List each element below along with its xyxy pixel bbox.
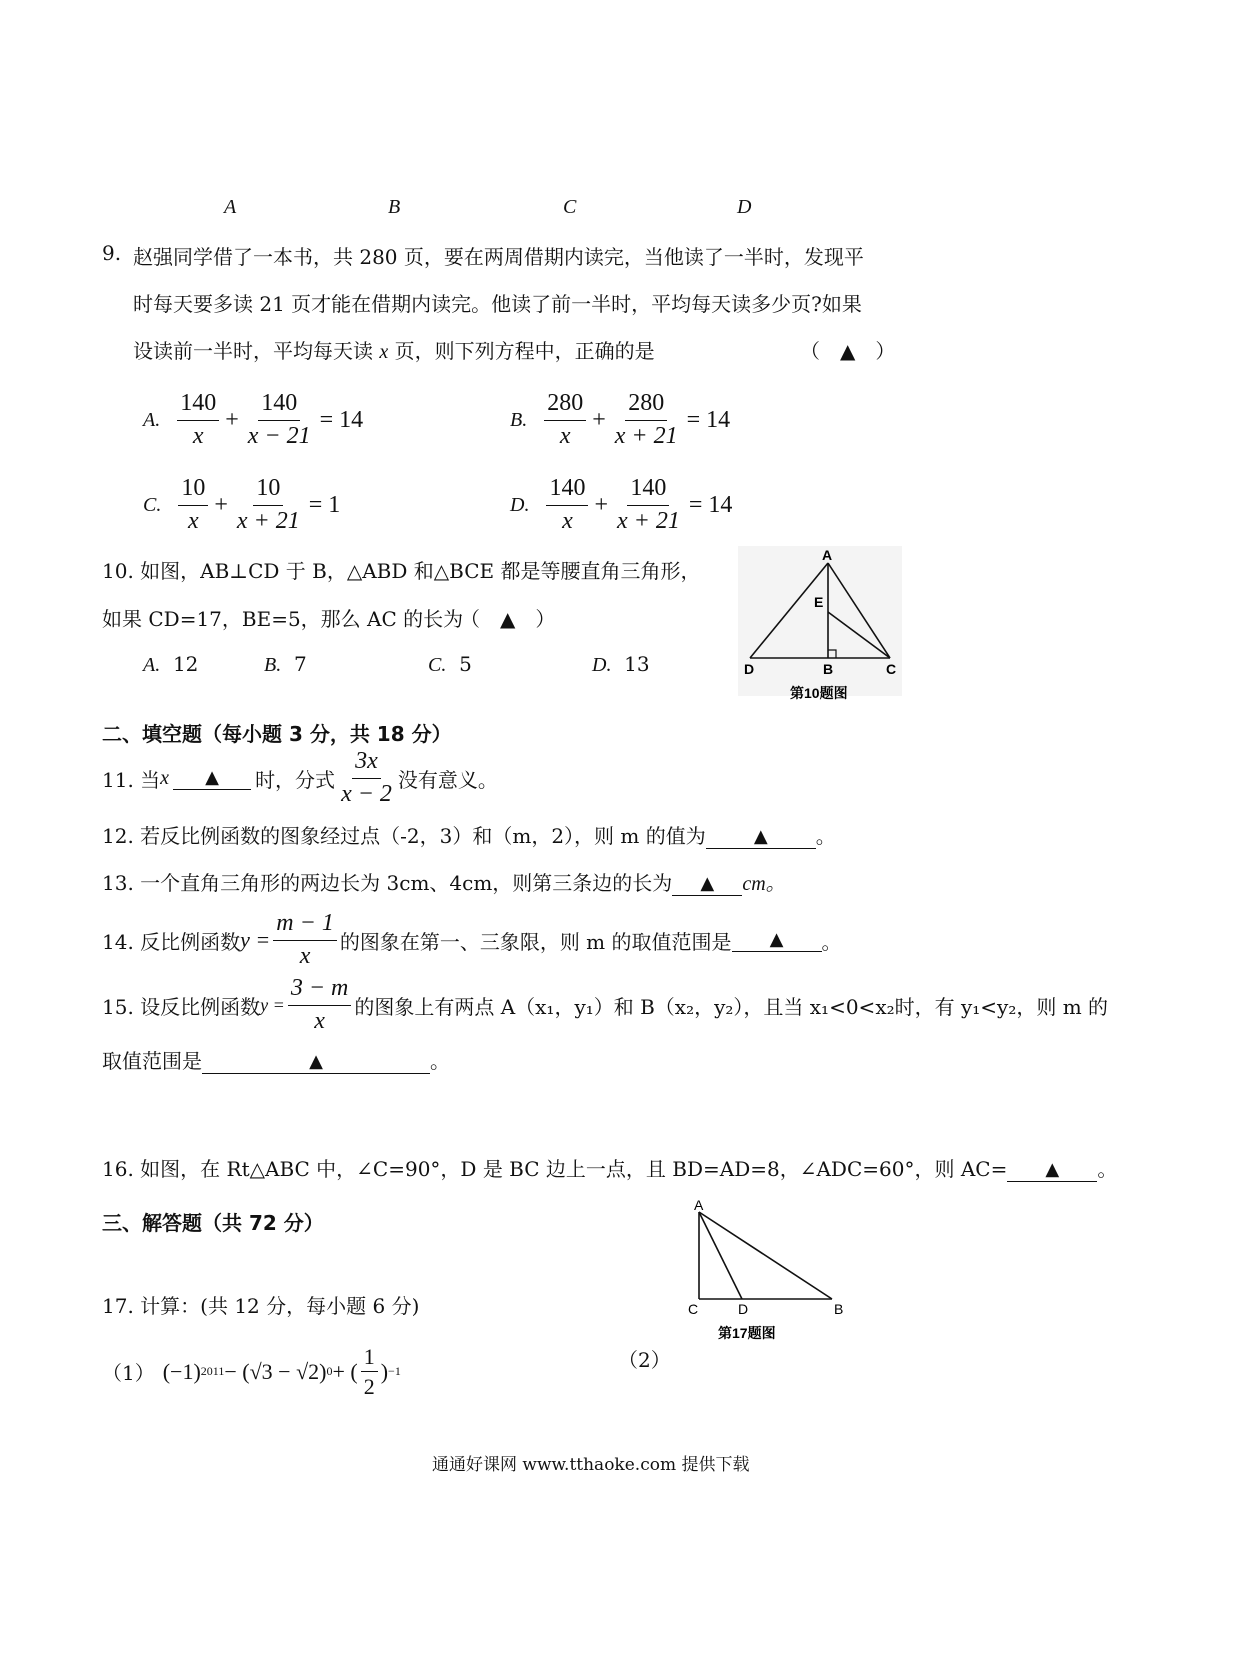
q9-option-b: B. $\frac{280}{x}$ + $\frac{280}{x + 21}$ = 14 xyxy=(510,390,731,449)
q9-line-1: 赵强同学借了一本书，共 280 页，要在两周借期内读完，当他读了一半时，发现平 xyxy=(133,245,864,269)
q10-line-1: 10. 如图，AB⊥CD 于 B，△ABD 和△BCE 都是等腰直角三角形， xyxy=(102,559,701,583)
q10-option-c: C. 5 xyxy=(428,652,472,676)
q16: 16. 如图，在 Rt△ABC 中，∠C=90°，D 是 BC 边上一点，且 BD=AD=8，∠ADC=60°，则 AC= ▲ 。 xyxy=(102,1157,1118,1181)
q10-label-c: C xyxy=(886,661,897,677)
q12: 12. 若反比例函数的图象经过点（-2，3）和（m，2），则 m 的值为 ▲ 。 xyxy=(102,824,836,848)
q9-line-3: 设读前一半时，平均每天读 x 页，则下列方程中，正确的是 xyxy=(133,339,655,363)
figure-label-c: C xyxy=(563,196,577,218)
q9-option-d: D. $\frac{140}{x}$ + $\frac{140}{x + 21}$ = 14 xyxy=(510,475,733,534)
q10-option-a: A. 12 xyxy=(143,652,199,676)
q9-option-a: A. $\frac{140}{x}$ + $\frac{140}{x - 21}$ = 14 xyxy=(143,390,364,449)
q11: 11. 当 x ▲ 时，分式 $\frac{3x}{x - 2}$ 没有意义。 xyxy=(102,748,498,807)
q9-line-2: 时每天要多读 21 页才能在借期内读完。他读了前一半时，平均每天读多少页?如果 xyxy=(133,292,862,316)
q17-label-d: D xyxy=(738,1301,749,1317)
q16-blank[interactable]: ▲ xyxy=(1007,1159,1097,1182)
q17-figure xyxy=(682,1198,862,1348)
q15-blank[interactable]: ▲ xyxy=(202,1051,430,1074)
q9-option-c: C. $\frac{10}{x}$ + $\frac{10}{x + 21}$ = 1 xyxy=(143,475,341,534)
q10-label-b: B xyxy=(823,661,834,677)
q9-number: 9. xyxy=(102,241,122,265)
figure-label-a: A xyxy=(224,196,237,218)
q13: 13. 一个直角三角形的两边长为 3cm、4cm，则第三条边的长为 ▲ cm。 xyxy=(102,871,786,895)
q10-option-d: D. 13 xyxy=(592,652,650,676)
q15-line-1: 15. 设反比例函数 y = $\frac{3 - m}{x}$ 的图象上有两点 A（x₁，y₁）和 B（x₂，y₂），且当 x₁<0<x₂时，有 y₁<y₂，则 m 的 xyxy=(102,975,1109,1034)
section-3-heading: 三、解答题（共 72 分） xyxy=(102,1211,324,1235)
q10-answer-paren: （ ▲ ） xyxy=(460,607,556,631)
q13-blank[interactable]: ▲ xyxy=(672,873,742,896)
q10-option-b: B. 7 xyxy=(264,652,307,676)
q17-label-a: A xyxy=(694,1198,704,1213)
q15-line-2: 取值范围是 ▲ 。 xyxy=(102,1049,450,1073)
q10-figure-caption: 第10题图 xyxy=(790,685,848,701)
q10-line-2: 如果 CD=17，BE=5，那么 AC 的长为 xyxy=(102,607,464,631)
q17-title: 17. 计算：(共 12 分，每小题 6 分) xyxy=(102,1294,420,1318)
figure-label-d: D xyxy=(737,196,752,218)
q11-blank[interactable]: ▲ xyxy=(173,767,251,790)
q17-part-2: （2） xyxy=(618,1348,671,1372)
q10-label-a: A xyxy=(822,547,833,563)
q10-figure xyxy=(730,540,910,710)
q17-label-c: C xyxy=(688,1301,699,1317)
q17-figure-caption: 第17题图 xyxy=(718,1325,776,1341)
q12-blank[interactable]: ▲ xyxy=(706,826,816,849)
q17-part-1: （1） (−1) 2011 − (√3 − √2) 0 + ( $\frac{1}{2}$ ) −1 xyxy=(102,1344,401,1400)
q17-label-b: B xyxy=(834,1301,844,1317)
q17-line-ab xyxy=(699,1212,832,1299)
section-2-heading: 二、填空题（每小题 3 分，共 18 分） xyxy=(102,722,452,746)
q17-line-ad xyxy=(699,1212,742,1299)
q14-blank[interactable]: ▲ xyxy=(732,929,822,952)
figure-label-b: B xyxy=(388,196,401,218)
q10-label-e: E xyxy=(814,594,824,610)
q14: 14. 反比例函数 y = $\frac{m - 1}{x}$ 的图象在第一、三象限，则 m 的取值范围是 ▲ 。 xyxy=(102,910,842,969)
footer-text: 通通好课网 www.tthaoke.com 提供下载 xyxy=(432,1455,750,1475)
q10-figure-background xyxy=(738,546,902,696)
q10-label-d: D xyxy=(744,661,755,677)
q9-answer-paren: （ ▲ ） xyxy=(800,339,896,363)
